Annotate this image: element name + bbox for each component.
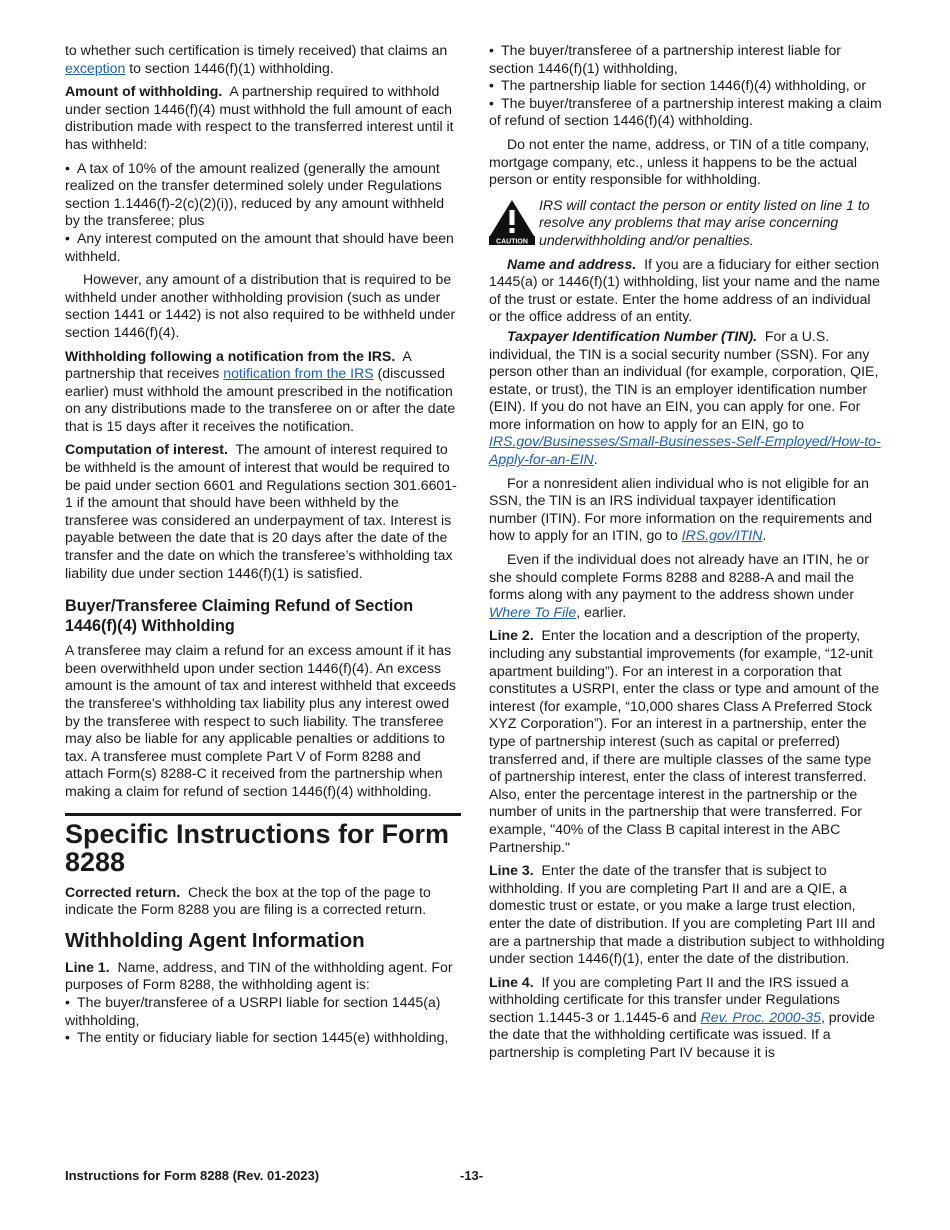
itin-link[interactable]: IRS.gov/ITIN bbox=[681, 527, 763, 544]
page-number: -13- bbox=[460, 1168, 484, 1183]
caution-label: CAUTION bbox=[496, 238, 528, 245]
paragraph-tin: Taxpayer Identification Number (TIN). For a U.S. individual, the TIN is a social security number (SSN). For any person other than an individual (for example, corporation, QIE, estate, or trust), the TIN is an employer identification number (EIN). If you do not have an EIN, you can apply for one. For more information on how to apply for an EIN, go to IRS.gov/Businesses/Small-Businesses-Self-Employed/How-to-Apply-for-an-EIN. bbox=[489, 327, 881, 468]
paragraph-amount-of-withholding: Amount of withholding. A partnership required to withhold under section 1446(f)(4) must withhold the full amount of each distribution made with respect to the transferred interest until it has withheld: bbox=[65, 83, 454, 152]
paragraph-exception: to whether such certification is timely received) that claims an exception to section 1446(f)(1) withholding. bbox=[65, 42, 448, 76]
caution-note bbox=[489, 197, 885, 250]
list-item: • A tax of 10% of the amount realized (generally the amount realized on the transfer determined solely under Regulations section 1.1446(f)-2(c)(2)(i)), reduced by any amount withheld by the transferee; plus bbox=[65, 159, 445, 229]
notification-heading: Withholding following a notification from the IRS. bbox=[65, 347, 396, 364]
ein-link[interactable]: IRS.gov/Businesses/Small-Businesses-Self-Employed/How-to-Apply-for-an-EIN bbox=[489, 433, 881, 468]
left-column bbox=[65, 42, 461, 1047]
list-item: • The buyer/transferee of a partnership interest liable for section 1446(f)(1) withholding, bbox=[489, 42, 841, 76]
paragraph-notification: Withholding following a notification from the IRS. A partnership that receives notification from the IRS (discussed earlier) must withhold the amount prescribed in the notification on any distributions made to the transferee on or after the date that is 15 days after it receives the notification. bbox=[65, 347, 456, 434]
line4-heading: Line 4. bbox=[489, 973, 534, 990]
footer-title: Instructions for Form 8288 (Rev. 01-2023) bbox=[65, 1168, 320, 1183]
paragraph-refund: A transferee may claim a refund for an excess amount if it has been overwithheld upon under section 1446(f)(4). An excess amount is the amount of tax and interest withheld that exceeds the transferee's withholding tax liability plus any interest owed by the transferee with respect to such liability. The transferee may also be liable for any applicable penalties or additions to tax. A transferee must complete Part V of Form 8288 and attach Form(s) 8288-C it received from the partnership when making a claim for refund of section 1446(f)(4) withholding. bbox=[65, 642, 456, 799]
paragraph-even-if: Even if the individual does not already have an ITIN, he or she should complete Forms 8288 and 8288-A and mail the forms along with any payment to the address shown under Where To File, earlier. bbox=[489, 551, 869, 620]
paragraph-line-1: Line 1. Name, address, and TIN of the withholding agent. For purposes of Form 8288, the withholding agent is: bbox=[65, 958, 453, 993]
notification-link[interactable]: notification from the IRS bbox=[223, 365, 374, 382]
paragraph-line-4: Line 4. If you are completing Part II and the IRS issued a withholding certificate for this transfer under Regulations section 1.1445-3 or 1.1445-6 and Rev. Proc. 2000-35, provide the date that the withholding certificate was issued. If a partnership is completing Part IV because it is bbox=[489, 973, 876, 1061]
paragraph-corrected-return: Corrected return. Check the box at the top of the page to indicate the Form 8288 you are filing is a corrected return. bbox=[65, 883, 431, 918]
paragraph-computation-of-interest: Computation of interest. The amount of interest required to be withheld is the amount of interest that would be required to be paid under section 6601 and Regulations section 301.6601-1 if the amount that should have been withheld by the transferee was considered an underpayment of tax. Interest is payable between the date that is 20 days after the date of the transfer and the date on which the transferee’s withholding tax liability due under section 1446(f)(1) is satisfied. bbox=[65, 441, 457, 581]
line1-heading: Line 1. bbox=[65, 958, 110, 975]
line2-heading: Line 2. bbox=[489, 627, 534, 644]
list-item: • The partnership liable for section 1446(f)(4) withholding, or bbox=[489, 77, 867, 94]
paragraph-itin: For a nonresident alien individual who is not eligible for an SSN, the TIN is an IRS individual taxpayer identification number (ITIN). For more information on the requirements and how to apply for an ITIN, go to IRS.gov/ITIN. bbox=[489, 474, 873, 544]
paragraph-do-not-enter: Do not enter the name, address, or TIN of a title company, mortgage company, etc., unless it happens to be the actual person or entity responsible for withholding. bbox=[489, 135, 870, 188]
paragraph-line-3: Line 3. Enter the date of the transfer that is subject to withholding. If you are completing Part II and are a QIE, a domestic trust or estate, or you make a large trust election, enter the date of distribution. If you are completing Part III and are a partnership that made a distribution subject to withholding under section 1446(f)(1), enter the date of the distribution. bbox=[489, 862, 885, 967]
name-address-heading: Name and address. bbox=[507, 255, 637, 272]
rev-proc-link[interactable]: Rev. Proc. 2000-35 bbox=[700, 1008, 821, 1025]
section-heading-agent: Withholding Agent Information bbox=[65, 928, 365, 952]
list-item: • The buyer/transferee of a USRPI liable for section 1445(a) withholding, bbox=[65, 993, 441, 1028]
corrected-heading: Corrected return. bbox=[65, 883, 181, 900]
caution-text: IRS will contact the person or entity listed on line 1 to resolve any problems that may arise concerning underwithholding and/or penalties. bbox=[539, 196, 870, 248]
computation-heading: Computation of interest. bbox=[65, 441, 228, 458]
paragraph-however: However, any amount of a distribution that is required to be withheld under another withholding provision (such as under section 1441 or 1442) is not also required to be withheld under section 1446(f)(4). bbox=[65, 271, 456, 340]
page-footer bbox=[65, 1168, 885, 1183]
list-item: • The buyer/transferee of a partnership interest making a claim of refund of section 1446(f)(4) withholding. bbox=[489, 94, 882, 129]
line3-heading: Line 3. bbox=[489, 862, 534, 879]
exception-link[interactable]: exception bbox=[65, 59, 126, 76]
caution-icon bbox=[489, 197, 539, 250]
paragraph-name-and-address: Name and address. If you are a fiduciary for either section 1445(a) or 1446(f)(1) withholding, list your name and the name of the trust or estate. Enter the home address of an individual or the office address of an entity. bbox=[489, 255, 880, 325]
list-item: • Any interest computed on the amount that should have been withheld. bbox=[65, 229, 454, 264]
tin-heading: Taxpayer Identification Number (TIN). bbox=[507, 327, 758, 344]
paragraph-line-2: Line 2. Enter the location and a description of the property, including any substantial improvements (for example, “12-unit apartment building”). For an interest in a corporation that constitutes a USRPI, enter the class or type and amount of the interest (for example, “10,000 shares Class A Preferred Stock XYZ Corporation”). For an interest in a partnership, enter the type of partnership interest (such as capital or preferred) transferred and, if there are multiple classes of the same type of partnership interest, enter the class of interest transferred. Also, enter the percentage interest in the partnership or the number of units in the partnership that were transferred. For example, "40% of the Class B capital interest in the ABC Partnership." bbox=[489, 627, 880, 855]
where-to-file-link[interactable]: Where To File bbox=[489, 603, 577, 620]
page-title: Specific Instructions for Form 8288 bbox=[65, 813, 461, 876]
right-column bbox=[489, 42, 885, 1068]
list-item: • The entity or fiduciary liable for section 1445(e) withholding, bbox=[65, 1029, 449, 1046]
section-heading-refund: Buyer/Transferee Claiming Refund of Section 1446(f)(4) Withholding bbox=[65, 597, 414, 636]
amount-heading: Amount of withholding. bbox=[65, 83, 223, 100]
